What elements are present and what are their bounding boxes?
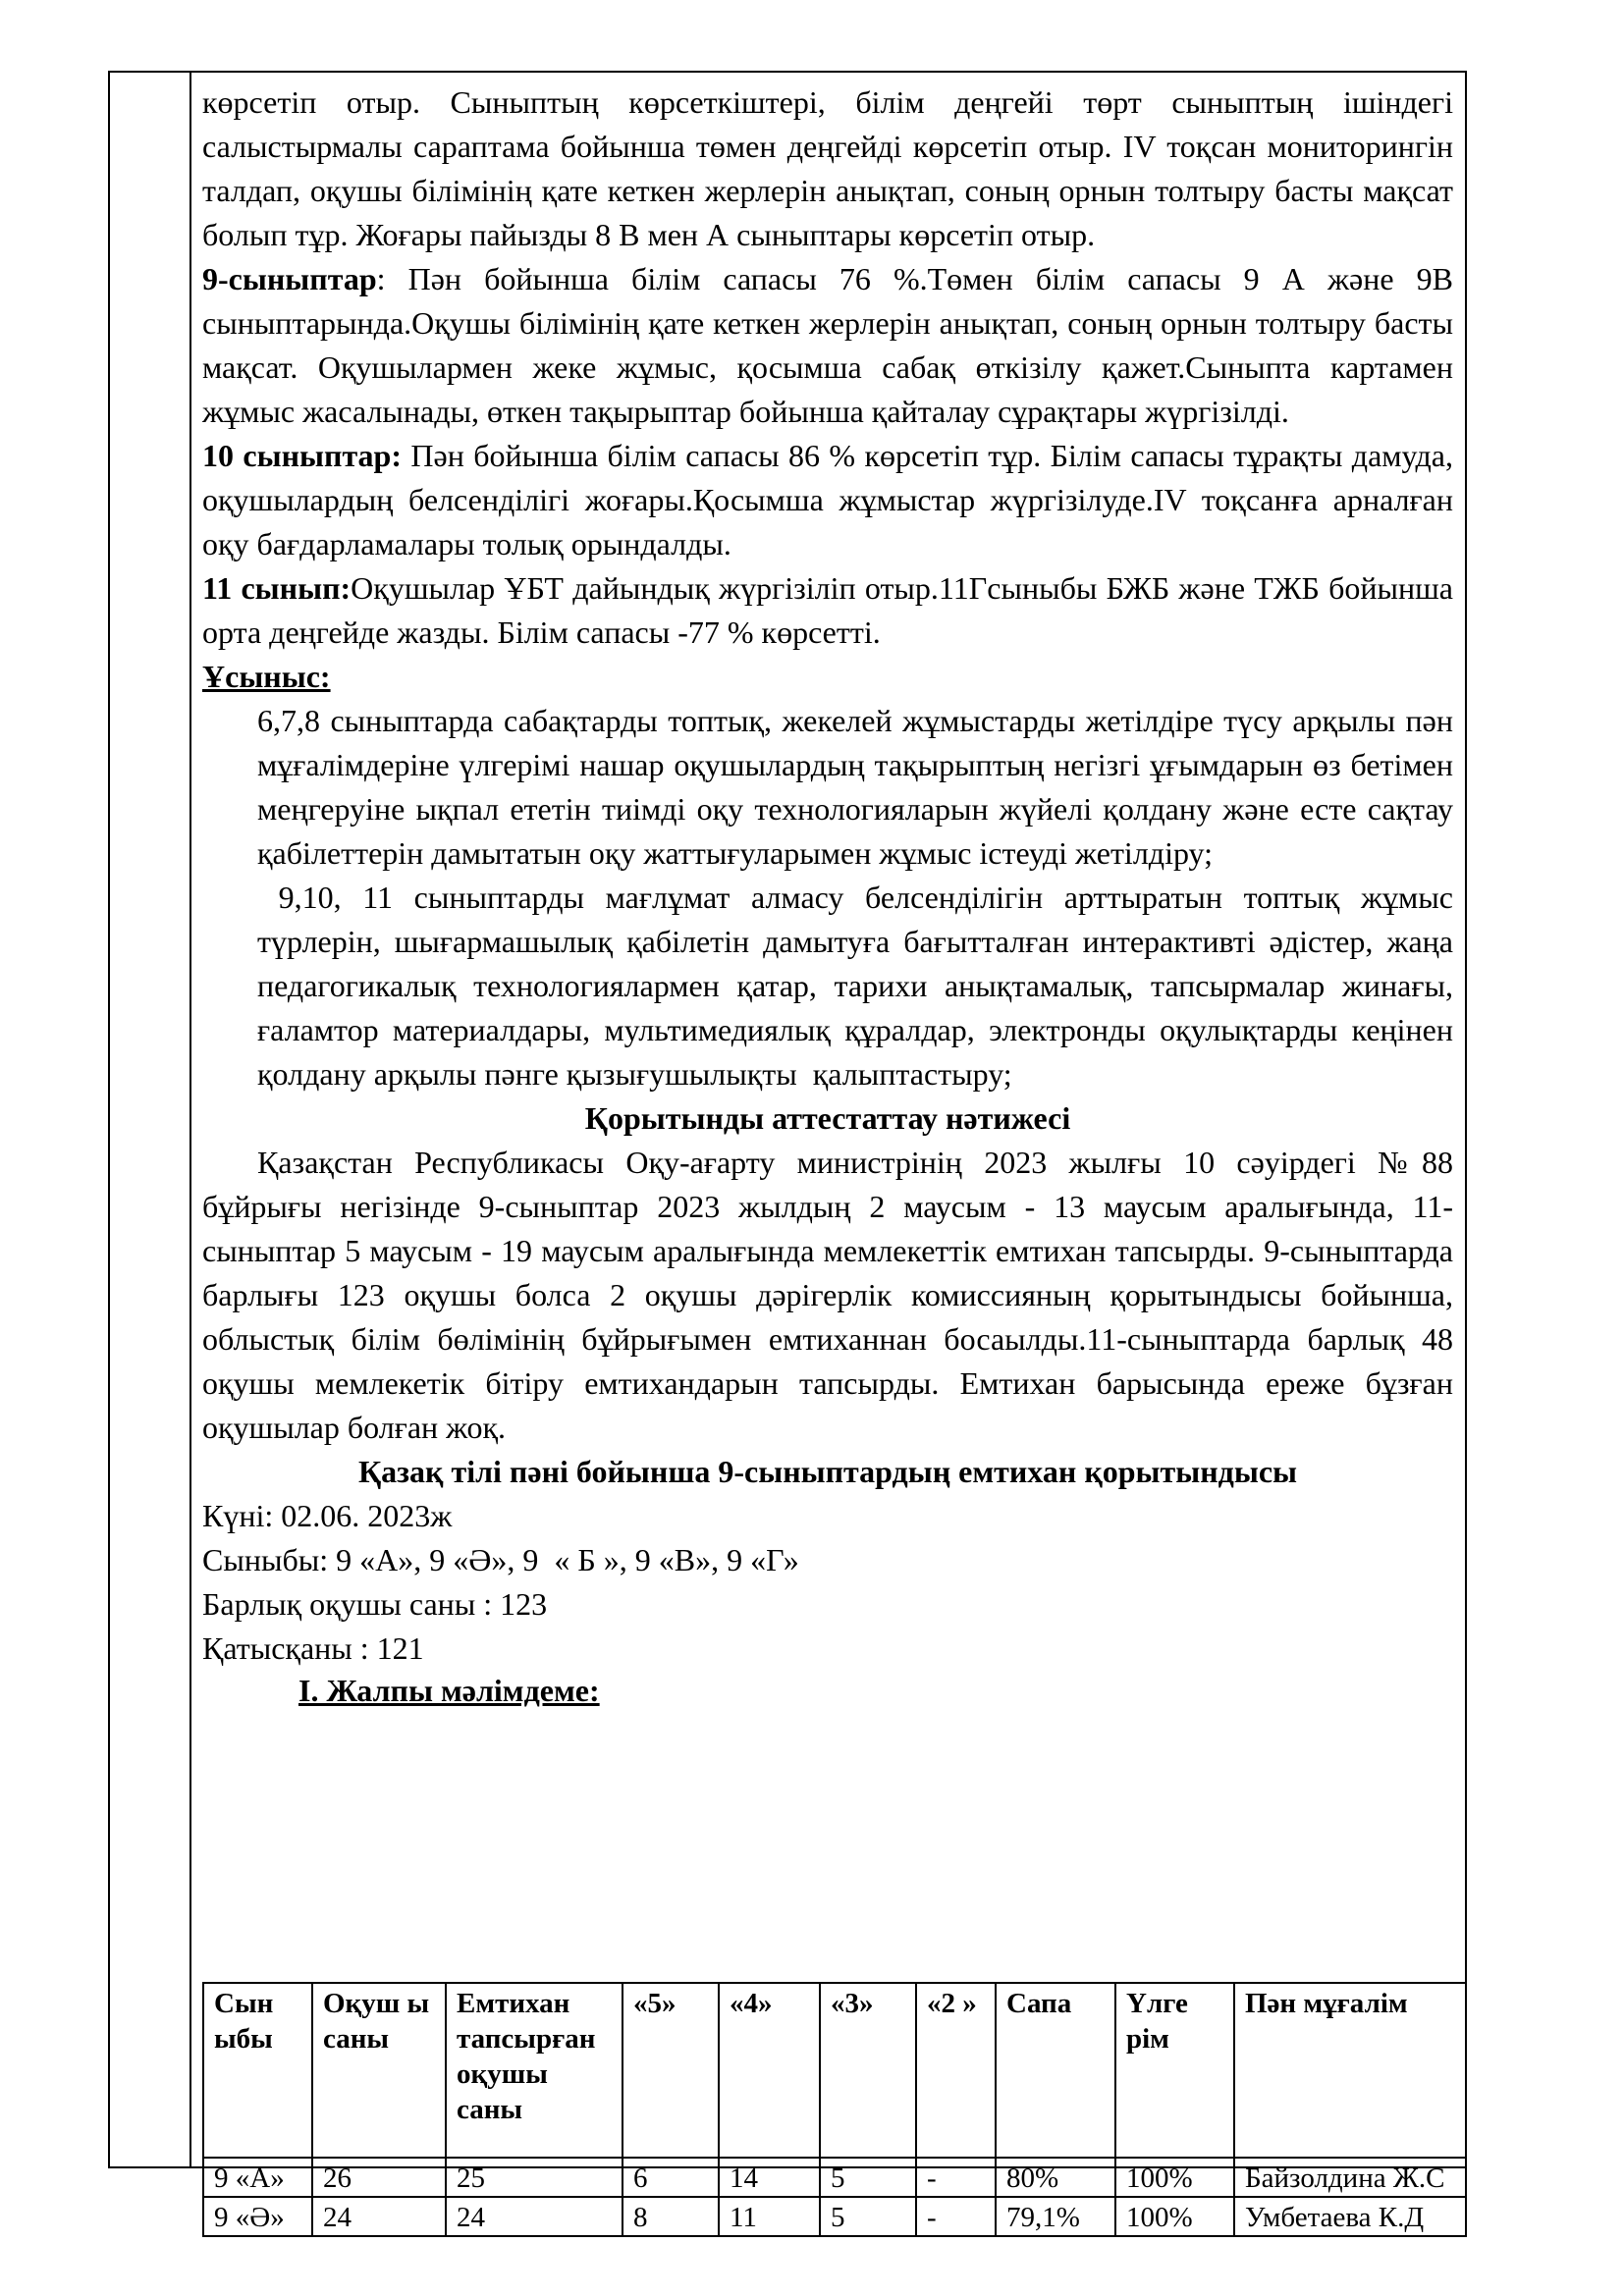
grade-11-text: Оқушылар ҰБТ дайындық жүргізіліп отыр.11Гсыныбы БЖБ және ТЖБ бойынша орта деңгейде жазды. Білім сапасы -77 % көрсетті. — [202, 570, 1454, 650]
final-attestation-heading: Қорытынды аттестаттау нәтижесі — [584, 1100, 1071, 1136]
cell-teacher: Байзолдина Ж.С — [1234, 2158, 1466, 2197]
general-statement-heading: I. Жалпы мәлімдеме: — [298, 1673, 600, 1708]
cell-progress: 100% — [1115, 2197, 1234, 2236]
header-quality: Сапа — [996, 1983, 1115, 2158]
cell-teacher: Умбетаева К.Д — [1234, 2197, 1466, 2236]
grade-11-label: 11 сынып: — [202, 570, 352, 606]
paragraph-grade-11 — [202, 566, 1453, 655]
cell-student-count: 26 — [312, 2158, 446, 2197]
cell-progress: 100% — [1115, 2158, 1234, 2197]
paragraph-grade-10 — [202, 434, 1453, 566]
header-progress: Үлге рім — [1115, 1983, 1234, 2158]
cell-grade-4: 11 — [719, 2197, 820, 2236]
header-class: Сын ыбы — [203, 1983, 312, 2158]
header-grade-3: «3» — [820, 1983, 916, 2158]
grade-9-label: 9-сыныптар — [202, 261, 377, 296]
cell-class: 9 «А» — [203, 2158, 312, 2197]
header-teacher: Пән мұғалім — [1234, 1983, 1466, 2158]
left-border-line — [108, 71, 110, 2168]
recommendation-heading: Ұсыныс: — [202, 659, 331, 694]
exam-results-table — [202, 1982, 1467, 2237]
recommendation-item-2: 9,10, 11 сыныптарды мағлұмат алмасу белсенділігін арттыратын топтық жұмыс түрлерін, шығармашылық қабілетін дамытуға бағытталған интерактивті әдістер, жаңа педагогикалық технологиялармен қатар, тарихи анықтамалық, тапсырмалар жинағы, ғаламтор материалдары, мультимедиялық құралдар, электронды оқулықтарды кеңінен қолдану арқылы пәнге қызығушылықты қалыптастыру; — [257, 880, 1462, 1092]
cell-grade-2: - — [916, 2158, 996, 2197]
table-row — [203, 2197, 1466, 2236]
right-border-line — [1465, 71, 1467, 1983]
cell-quality: 80% — [996, 2158, 1115, 2197]
exam-date: Күні: 02.06. 2023ж — [202, 1498, 453, 1533]
exam-results-heading: Қазақ тілі пәні бойынша 9-сыныптардың емтихан қорытындысы — [357, 1454, 1298, 1489]
cell-student-count: 24 — [312, 2197, 446, 2236]
header-grade-2: «2 » — [916, 1983, 996, 2158]
document-body — [202, 80, 1462, 1710]
top-border-line — [108, 71, 1467, 73]
cell-grade-3: 5 — [820, 2197, 916, 2236]
grade-10-text: Пән бойынша білім сапасы 86 % көрсетіп тұр. Білім сапасы тұрақты дамуда, оқушылардың белсенділігі жоғары.Қосымша жұмыстар жүргізілуде.IV тоқсанға арналған оқу бағдарламалары толық орындалды. — [202, 438, 1454, 561]
cell-grade-3: 5 — [820, 2158, 916, 2197]
exam-classes: Сыныбы: 9 «А», 9 «Ә», 9 « Б », 9 «В», 9 «Г» — [202, 1542, 799, 1577]
cell-grade-4: 14 — [719, 2158, 820, 2197]
header-grade-4: «4» — [719, 1983, 820, 2158]
cell-quality: 79,1% — [996, 2197, 1115, 2236]
table-row — [203, 2158, 1466, 2197]
cell-class: 9 «Ә» — [203, 2197, 312, 2236]
column-divider-line — [189, 71, 191, 2168]
paragraph-grade-9 — [202, 257, 1453, 434]
cell-grade-5: 8 — [623, 2197, 719, 2236]
cell-grade-5: 6 — [623, 2158, 719, 2197]
participated-students: Қатысқаны : 121 — [202, 1630, 424, 1666]
cell-grade-2: - — [916, 2197, 996, 2236]
header-student-count: Оқуш ы саны — [312, 1983, 446, 2158]
header-grade-5: «5» — [623, 1983, 719, 2158]
total-students: Барлық оқушы саны : 123 — [202, 1586, 548, 1622]
recommendation-item-1: 6,7,8 сыныптарда сабақтарды топтық, жекелей жұмыстарды жетілдіре түсу арқылы пән мұғалімдеріне үлгерімі нашар оқушылардың тақырыптың негізгі ұғымдарын өз бетімен меңгеруіне ықпал ететін тиімді оқу технологияларын жүйелі қолдану және есте сақтау қабілеттерін дамытатын оқу жаттығуларымен жұмыс істеуді жетілдіру; — [257, 703, 1453, 871]
final-attestation-text: Қазақстан Республикасы Оқу-ағарту министрінің 2023 жылғы 10 сәуірдегі №88 бұйрығы негізінде 9-сыныптар 2023 жылдың 2 маусым - 13 маусым аралығында, 11-сыныптар 5 маусым - 19 маусым аралығында мемлекеттік емтихан тапсырды. 9-сыныптарда барлығы 123 оқушы болса 2 оқушы дәрігерлік комиссияның қорытындысы бойынша, облыстық білім бөлімінің бұйрығымен емтиханнан босаылды.11-сыныптарда барлық 48 оқушы мемлекетік бітіру емтихандарын тапсырды. Емтихан барысында ереже бұзған оқушылар болған жоқ. — [202, 1145, 1453, 1445]
paragraph-8-grade-summary: көрсетіп отыр. Сыныптың көрсеткіштері, білім деңгейі төрт сыныптың ішіндегі салыстырмалы сараптама бойынша төмен деңгейді көрсетіп отыр. IV тоқсан мониторингін талдап, оқушы білімінің қате кеткен жерлерін анықтап, соның орнын толтыру басты мақсат болып тұр. Жоғары пайызды 8 В мен А сыныптары көрсетіп отыр. — [202, 84, 1453, 252]
table-header-row — [203, 1983, 1466, 2158]
header-exam-takers: Емтихан тапсырған оқушы саны — [446, 1983, 623, 2158]
grade-9-text: : Пән бойынша білім сапасы 76 %.Төмен білім сапасы 9 А және 9В сыныптарында.Оқушы білімінің қате кеткен жерлерін анықтап, соның орнын толтыру басты мақсат. Оқушылармен жеке жұмыс, қосымша сабақ өткізілу қажет.Сыныпта картамен жұмыс жасалынады, өткен тақырыптар бойынша қайталау сұрақтары жүргізілді. — [202, 261, 1453, 429]
cell-exam-takers: 24 — [446, 2197, 623, 2236]
cell-exam-takers: 25 — [446, 2158, 623, 2197]
grade-10-label: 10 сыныптар: — [202, 438, 403, 473]
